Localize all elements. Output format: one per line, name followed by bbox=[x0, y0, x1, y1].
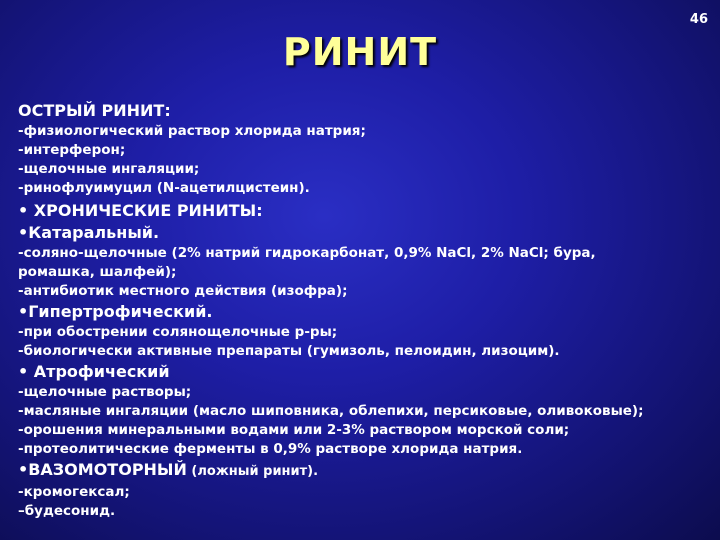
hypertrophic-item: -при обострении солянощелочные р-ры; bbox=[18, 324, 338, 340]
atrophic-item: -протеолитические ферменты в 0,9% растворе хлорида натрия. bbox=[18, 441, 523, 457]
vasomotor-heading-text: •ВАЗОМОТОРНЫЙ bbox=[18, 460, 187, 479]
slide-content bbox=[18, 100, 708, 521]
vasomotor-item: -кромогексал; bbox=[18, 484, 130, 500]
catarrhal-item: ромашка, шалфей); bbox=[18, 264, 177, 280]
catarrhal-item: -соляно-щелочные (2% натрий гидрокарбонат, 0,9% NaCl, 2% NaCl; бура, bbox=[18, 245, 596, 261]
atrophic-item: -щелочные растворы; bbox=[18, 384, 192, 400]
slide-number: 46 bbox=[689, 12, 708, 27]
vasomotor-note: (ложный ринит). bbox=[186, 464, 319, 479]
catarrhal-item: -антибиотик местного действия (изофра); bbox=[18, 283, 348, 299]
hypertrophic-heading: •Гипертрофический. bbox=[18, 302, 213, 321]
acute-item: -ринофлуимуцил (N-ацетилцистеин). bbox=[18, 180, 310, 196]
chronic-rhinitis-heading: • ХРОНИЧЕСКИЕ РИНИТЫ: bbox=[18, 201, 263, 220]
slide-title: РИНИТ bbox=[282, 30, 438, 74]
acute-rhinitis-heading: ОСТРЫЙ РИНИТ: bbox=[18, 101, 171, 120]
atrophic-item: -масляные ингаляции (масло шиповника, облепихи, персиковые, оливоковые); bbox=[18, 403, 644, 419]
hypertrophic-item: -биологически активные препараты (гумизоль, пелоидин, лизоцим). bbox=[18, 343, 560, 359]
acute-item: -интерферон; bbox=[18, 142, 126, 158]
catarrhal-heading: •Катаральный. bbox=[18, 223, 160, 242]
vasomotor-heading bbox=[18, 459, 708, 483]
vasomotor-item: –будесонид. bbox=[18, 503, 116, 519]
acute-item: -щелочные ингаляции; bbox=[18, 161, 200, 177]
atrophic-item: -орошения минеральными водами или 2-3% раствором морской соли; bbox=[18, 422, 570, 438]
atrophic-heading: • Атрофический bbox=[18, 362, 170, 381]
acute-item: -физиологический раствор хлорида натрия; bbox=[18, 123, 366, 139]
